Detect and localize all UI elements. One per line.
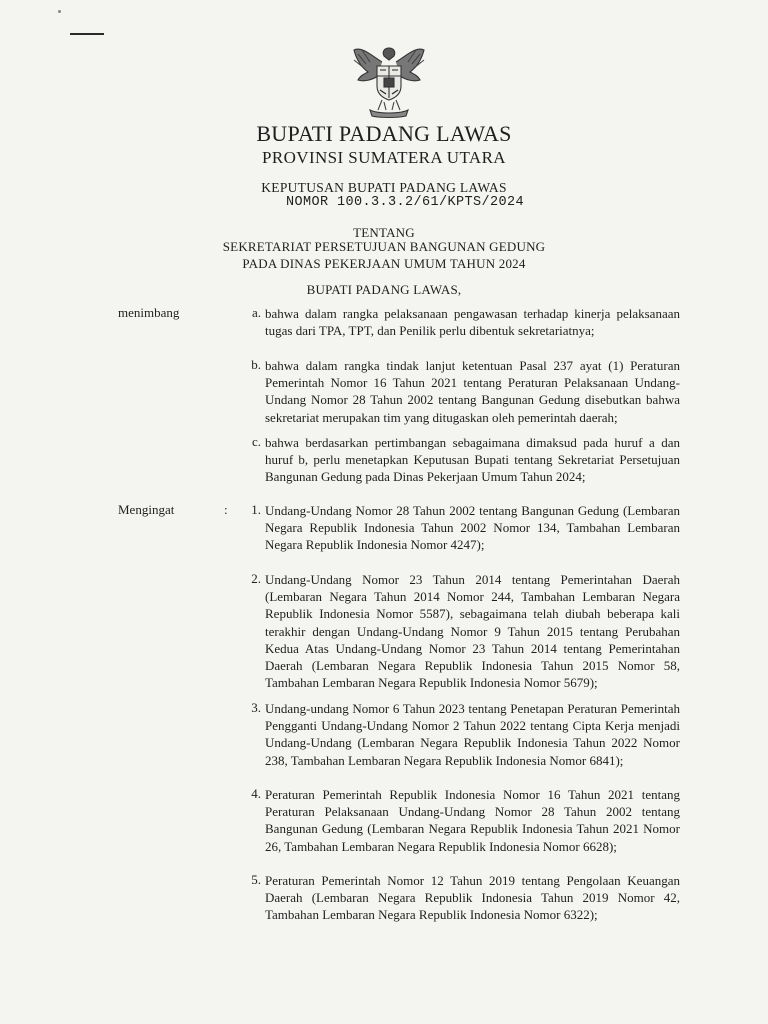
legal-basis-item: Undang-undang Nomor 6 Tahun 2023 tentang Penetapan Peraturan Pemerintah Pengganti Undang-Undang Nomor 2 Tahun 2022 tentang Cipta Kerja menjadi Undang-Undang (Lembaran Negara Republik Indonesia Tahun 2022 Nomor 238, Tambahan Lembaran Negara Republik Indonesia Nomor 6841); <box>265 701 680 768</box>
consideration-item: bahwa dalam rangka pelaksanaan pengawasan terhadap kinerja pelaksanaan tugas dari TPA, TPT, dan Penilik perlu dibentuk sekretariatnya; <box>265 306 680 339</box>
legal-basis-item: Undang-Undang Nomor 23 Tahun 2014 tentang Pemerintahan Daerah (Lembaran Negara Tahun 2014 Nomor 244, Tambahan Lembaran Negara Republik Indonesia Nomor 5587), sebagaimana telah diubah beberapa kali terakhir dengan Undang-Undang Nomor 9 Tahun 2015 tentang Perubahan Kedua Atas Undang-Undang Nomor 23 Tahun 2014 tentang Pemerintahan Daerah (Lembaran Negara Republik Indonesia Tahun 2015 Nomor 58, Tambahan Lembaran Negara Republik Indonesia Nomor 5679); <box>265 572 680 691</box>
list-marker: c. <box>251 434 261 449</box>
list-marker: a. <box>251 305 261 320</box>
list-marker: b. <box>251 357 261 372</box>
legal-basis-item: Peraturan Pemerintah Republik Indonesia Nomor 16 Tahun 2021 tentang Peraturan Pelaksanaan Undang-Undang Nomor 28 Tahun 2002 tentang Bangunan Gedung (Lembaran Negara Republik Indonesia Tahun 2021 Nomor 26, Tambahan Lembaran Negara Republik Indonesia Nomor 6628); <box>265 787 680 854</box>
list-marker: 1. <box>251 502 261 517</box>
mengingat-colon: : <box>224 502 228 517</box>
consideration-item: bahwa berdasarkan pertimbangan sebagaimana dimaksud pada huruf a dan huruf b, perlu menetapkan Keputusan Bupati tentang Sekretariat Persetujuan Bangunan Gedung pada Dinas Pekerjaan Umum Tahun 2024; <box>265 435 680 485</box>
list-marker: 5. <box>251 872 261 887</box>
subject-line-1: SEKRETARIAT PERSETUJUAN BANGUNAN GEDUNG <box>222 239 546 254</box>
subject-line-2: PADA DINAS PEKERJAAN UMUM TAHUN 2024 <box>242 256 526 271</box>
garuda-emblem-icon <box>344 40 434 122</box>
province-name: PROVINSI SUMATERA UTARA <box>262 148 506 167</box>
scan-mark <box>70 33 104 35</box>
about-label: TENTANG <box>353 225 415 240</box>
consideration-item: bahwa dalam rangka tindak lanjut ketentuan Pasal 237 ayat (1) Peraturan Pemerintah Nomor 16 Tahun 2021 tentang Peraturan Pelaksanaan Undang-Undang Nomor 28 Tahun 2002 tentang Bangunan Gedung disebutkan bahwa sekretariat merupakan tim yang ditugaskan oleh pemerintah daerah; <box>265 358 680 425</box>
decree-title: KEPUTUSAN BUPATI PADANG LAWAS <box>261 180 507 195</box>
legal-basis-item: Undang-Undang Nomor 28 Tahun 2002 tentang Bangunan Gedung (Lembaran Negara Republik Indonesia Tahun 2002 Nomor 134, Tambahan Lembaran Negara Republik Indonesia Nomor 4247); <box>265 503 680 553</box>
issuer-title: BUPATI PADANG LAWAS <box>256 121 512 146</box>
scan-speck <box>58 10 61 13</box>
menimbang-label: menimbang <box>118 305 180 320</box>
decree-number: NOMOR 100.3.3.2/61/KPTS/2024 <box>285 195 525 210</box>
mengingat-label: Mengingat <box>118 502 175 517</box>
list-marker: 3. <box>251 700 261 715</box>
list-marker: 2. <box>251 571 261 586</box>
legal-basis-item: Peraturan Pemerintah Nomor 12 Tahun 2019 tentang Pengolaan Keuangan Daerah (Lembaran Negara Republik Indonesia Tahun 2019 Nomor 42, Tambahan Lembaran Negara Republik Indonesia Nomor 6322); <box>265 873 680 923</box>
list-marker: 4. <box>251 786 261 801</box>
issuer-signature-heading: BUPATI PADANG LAWAS, <box>306 282 462 297</box>
